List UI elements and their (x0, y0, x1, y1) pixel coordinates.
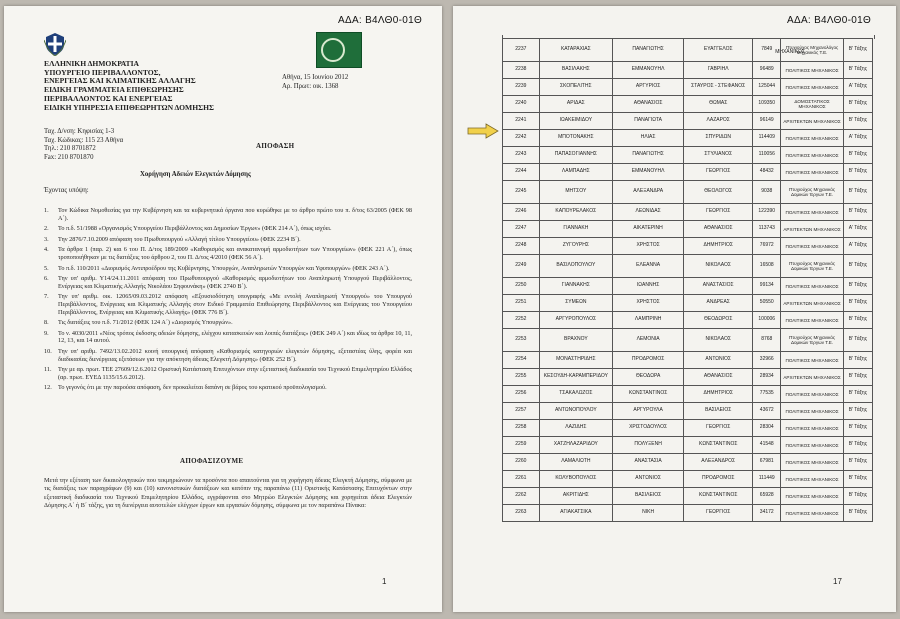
clause-text: Την υπ' αριθμ. οικ. 12065/09.03.2012 απόφαση «Εξουσιοδότηση υπογραφής «Με εντολή Αναπληρωτή Υπουργού» του Υπουργού Περιβάλλοντος, Ενέργειας και Κλιματικής Αλλαγής στον Ειδικό Γραμματέα Επιθεώρησης Περιβάλλοντος και Ενέργειας του Υπουργείου Περιβάλλοντος, Ενέργειας και Κλιματικής Αλλαγής» (ΦΕΚ 776 Β΄). (58, 293, 412, 316)
clause-number: 12. (44, 384, 52, 392)
considering-label: Έχοντας υπόψη: (44, 187, 89, 194)
row-number: 2244 (503, 164, 540, 181)
table-row (503, 130, 873, 147)
clause-number: 6. (44, 275, 49, 283)
row-number: 2260 (503, 454, 540, 471)
specialty-cell: ΠΟΛΙΤΙΚΟΣ ΜΗΧΑΝΙΚΟΣ (781, 147, 844, 164)
clause-number: 8. (44, 319, 49, 327)
table-row (503, 278, 873, 295)
class-cell: Β' Τάξης (843, 454, 872, 471)
father-name-cell: ΑΝΑΣΤΑΣΙΟΣ (684, 278, 753, 295)
surname-cell: ΓΙΑΝΝΑΚΗΣ (539, 278, 612, 295)
row-number: 2262 (503, 488, 540, 505)
class-cell: Α' Τάξης (843, 238, 872, 255)
first-name-cell: ΑΙΚΑΤΕΡΙΝΗ (613, 221, 684, 238)
table-row (503, 96, 873, 113)
registry-number-cell: 100006 (753, 312, 781, 329)
father-name-cell: ΣΤΥΛΙΑΝΟΣ (684, 147, 753, 164)
ministry-header (44, 60, 214, 112)
logo-circle-icon (321, 38, 345, 62)
registry-number-cell: 114409 (753, 130, 781, 147)
father-name-cell: ΕΥΑΓΓΕΛΟΣ (684, 39, 753, 62)
surname-cell: ΛΑΜΠΑΔΗΣ (539, 164, 612, 181)
first-name-cell: ΠΡΟΔΡΟΜΟΣ (613, 352, 684, 369)
clause-number: 9. (44, 329, 49, 337)
clause-item (44, 236, 412, 244)
father-name-cell: ΔΗΜΗΤΡΙΟΣ (684, 386, 753, 403)
clause-text: Τον Κώδικα Νομοθεσίας για την Κυβέρνηση και τα κυβερνητικά όργανα που κυρώθηκε με το άρθρο πρώτο του π. δ/τος 63/2005 (ΦΕΚ 98 Α΄). (58, 207, 412, 222)
father-name-cell: ΓΕΩΡΓΙΟΣ (684, 164, 753, 181)
registry-number-cell: 28934 (753, 369, 781, 386)
table-row (503, 454, 873, 471)
row-number: 2246 (503, 204, 540, 221)
registry-number-cell: 96489 (753, 62, 781, 79)
father-name-cell: ΑΘΑΝΑΣΙΟΣ (684, 221, 753, 238)
specialty-cell: Πτυχιούχος Μηχανικός Δομικών Έργων Τ.Ε. (781, 181, 844, 204)
class-cell: Β' Τάξης (843, 488, 872, 505)
father-name-cell: ΑΛΕΞΑΝΔΡΟΣ (684, 454, 753, 471)
registry-number-cell: 32966 (753, 352, 781, 369)
registry-number-cell: 50550 (753, 295, 781, 312)
specialty-cell: ΠΟΛΙΤΙΚΟΣ ΜΗΧΑΝΙΚΟΣ (781, 352, 844, 369)
specialty-cell: ΠΟΛΙΤΙΚΟΣ ΜΗΧΑΝΙΚΟΣ (781, 386, 844, 403)
table-row (503, 403, 873, 420)
row-number: 2241 (503, 113, 540, 130)
specialty-cell: ΠΟΛΙΤΙΚΟΣ ΜΗΧΑΝΙΚΟΣ (781, 403, 844, 420)
clause-text: Το ν. 4030/2011 «Νέος τρόπος έκδοσης αδειών δόμησης, ελέγχου κατασκευών και λοιπές διατάξεις» (ΦΕΚ 249 Α΄) και ιδίως τα άρθρα 10, 11, 12, 13, και 14 αυτού. (58, 329, 413, 345)
registry-number-cell: 113743 (753, 221, 781, 238)
registry-number-cell: 122390 (753, 204, 781, 221)
father-name-cell: ΔΗΜΗΤΡΙΟΣ (684, 238, 753, 255)
address-line: Ταχ. Κώδικας: 115 23 Αθήνα (44, 136, 124, 144)
clause-number: 10. (44, 347, 52, 355)
surname-cell: ΜΠΟΤΟΝΑΚΗΣ (539, 130, 612, 147)
first-name-cell: ΕΛΕΑΝΝΑ (613, 255, 684, 278)
surname-cell: ΓΙΑΝΝΑΚΗ (539, 221, 612, 238)
class-cell: Β' Τάξης (843, 255, 872, 278)
registry-number-cell: 77535 (753, 386, 781, 403)
father-name-cell: ΝΙΚΟΛΑΟΣ (684, 255, 753, 278)
father-name-cell: ΓΕΩΡΓΙΟΣ (684, 420, 753, 437)
row-number: 2255 (503, 369, 540, 386)
table-row (503, 255, 873, 278)
surname-cell: ΑΡΙΔΑΣ (539, 96, 612, 113)
address-block (44, 128, 123, 162)
registry-number-cell: 99134 (753, 278, 781, 295)
row-number: 2237 (503, 39, 540, 62)
table-row (503, 62, 873, 79)
greek-emblem-icon (44, 32, 66, 56)
table-row (503, 505, 873, 522)
first-name-cell: ΛΕΩΝΙΔΑΣ (613, 204, 684, 221)
class-cell: Β' Τάξης (843, 437, 872, 454)
table-row (503, 437, 873, 454)
specialty-cell: Πτυχιούχος Μηχανικός Δομικών Έργων Τ.Ε. (781, 255, 844, 278)
row-number: 2256 (503, 386, 540, 403)
first-name-cell: ΙΩΑΝΝΗΣ (613, 278, 684, 295)
surname-cell: ΑΡΓΥΡΟΠΟΥΛΟΣ (539, 312, 612, 329)
surname-cell: ΚΟΛΥΒΟΠΟΥΛΟΣ (539, 471, 612, 488)
specialty-cell: ΠΟΛΙΤΙΚΟΣ ΜΗΧΑΝΙΚΟΣ (781, 204, 844, 221)
first-name-cell: ΑΘΑΝΑΣΙΟΣ (613, 96, 684, 113)
specialty-cell: ΠΟΛΙΤΙΚΟΣ ΜΗΧΑΝΙΚΟΣ (781, 471, 844, 488)
class-cell: Β' Τάξης (843, 181, 872, 204)
clause-number: 11. (44, 366, 52, 374)
protocol-number: Αρ. Πρωτ: οικ. 1368 (282, 82, 339, 90)
class-cell: Β' Τάξης (843, 386, 872, 403)
specialty-cell: ΠΟΛΙΤΙΚΟΣ ΜΗΧΑΝΙΚΟΣ (781, 62, 844, 79)
clause-number: 7. (44, 293, 49, 301)
page-number: 17 (833, 577, 842, 586)
legal-clauses-list (44, 207, 412, 395)
father-name-cell: ΑΘΑΝΑΣΙΟΣ (684, 369, 753, 386)
class-cell: Β' Τάξης (843, 96, 872, 113)
first-name-cell: ΛΕΜΟΝΙΑ (613, 329, 684, 352)
page-number: 1 (382, 577, 387, 586)
clause-text: Την 2876/7.10.2009 απόφαση του Πρωθυπουργού «Αλλαγή τίτλου Υπουργείου» (ΦΕΚ 2234 Β΄). (58, 235, 301, 243)
class-cell: Β' Τάξης (843, 312, 872, 329)
row-number: 2257 (503, 403, 540, 420)
surname-cell: ΑΝΤΩΝΟΠΟΥΛΟΥ (539, 403, 612, 420)
clause-item (44, 348, 412, 363)
surname-cell: ΧΑΤΖΗΛΑΖΑΡΙΔΟΥ (539, 437, 612, 454)
table-row (503, 386, 873, 403)
first-name-cell: ΠΟΛΥΞΕΝΗ (613, 437, 684, 454)
father-name-cell: ΓΕΩΡΓΙΟΣ (684, 505, 753, 522)
surname-cell: ΑΓΙΑΚΑΤΣΙΚΑ (539, 505, 612, 522)
class-cell: Β' Τάξης (843, 403, 872, 420)
pointer-arrow-icon (467, 123, 499, 139)
surname-cell: ΚΑΠΟΥΡΕΛΑΚΟΣ (539, 204, 612, 221)
specialty-cell: ΠΟΛΙΤΙΚΟΣ ΜΗΧΑΝΙΚΟΣ (781, 278, 844, 295)
clause-text: Τα άρθρα 1 (παρ. 2) και 6 του Π. Δ/τος 189/2009 «Καθορισμός και ανακατανομή αρμοδιοτήτων των Υπουργείων» (ΦΕΚ 221 Α΄), όπως τροποποιήθηκαν με τις διατάξεις του άρθρου 2, του Π. Δ/τος 4/2010 (ΦΕΚ 56 Α΄). (58, 246, 412, 261)
first-name-cell: ΑΛΕΞΑΝΔΡΑ (613, 181, 684, 204)
specialty-cell: ΠΟΛΙΤΙΚΟΣ ΜΗΧΑΝΙΚΟΣ (781, 505, 844, 522)
specialty-cell: ΑΡΧΙΤΕΚΤΩΝ ΜΗΧΑΝΙΚΟΣ (781, 221, 844, 238)
first-name-cell: ΠΑΝΑΓΙΩΤΗΣ (613, 39, 684, 62)
surname-cell: ΖΥΓΟΥΡΗΣ (539, 238, 612, 255)
class-cell: Β' Τάξης (843, 147, 872, 164)
class-cell: Α' Τάξης (843, 221, 872, 238)
father-name-cell: ΒΑΣΙΛΕΙΟΣ (684, 403, 753, 420)
clause-number: 3. (44, 235, 49, 243)
surname-cell: ΚΕΣΟΥΔΗ-ΚΑΡΑΜΠΕΡΙΔΟΥ (539, 369, 612, 386)
specialty-cell: Πτυχιούχος Μηχανολόγος Μηχανικός Τ.Ε. (781, 39, 844, 62)
specialty-cell: ΠΟΛΙΤΙΚΟΣ ΜΗΧΑΝΙΚΟΣ (781, 420, 844, 437)
ministry-line: ΕΙΔΙΚΗ ΓΡΑΜΜΑΤΕΙΑ ΕΠΙΘΕΩΡΗΣΗΣ (44, 85, 184, 95)
table-row (503, 329, 873, 352)
row-number: 2240 (503, 96, 540, 113)
row-number: 2238 (503, 62, 540, 79)
address-line: Ταχ. Δ/νση: Κηφισίας 1-3 (44, 128, 115, 135)
ministry-line: ΕΛΛΗΝΙΚΗ ΔΗΜΟΚΡΑΤΙΑ (44, 59, 140, 68)
specialty-cell: ΠΟΛΙΤΙΚΟΣ ΜΗΧΑΝΙΚΟΣ (781, 454, 844, 471)
father-name-cell: ΘΕΟΛΟΓΟΣ (684, 181, 753, 204)
clause-number: 2. (44, 225, 49, 233)
address-line: Τηλ.: 210 8701872 (44, 145, 96, 153)
clause-item (44, 330, 412, 345)
registry-number-cell: 41548 (753, 437, 781, 454)
specialty-cell: ΠΟΛΙΤΙΚΟΣ ΜΗΧΑΝΙΚΟΣ (781, 164, 844, 181)
father-name-cell: ΛΑΖΑΡΟΣ (684, 113, 753, 130)
ministry-line: ΕΝΕΡΓΕΙΑΣ ΚΑΙ ΚΛΙΜΑΤΙΚΗΣ ΑΛΛΑΓΗΣ (44, 76, 196, 86)
class-cell: Β' Τάξης (843, 471, 872, 488)
clause-item (44, 246, 412, 261)
table-row (503, 147, 873, 164)
table-row (503, 113, 873, 130)
table-row (503, 312, 873, 329)
registry-number-cell: 125044 (753, 79, 781, 96)
registry-number-cell: 8768 (753, 329, 781, 352)
first-name-cell: ΑΡΓΥΡΙΟΣ (613, 79, 684, 96)
row-number: 2243 (503, 147, 540, 164)
first-name-cell: ΘΕΟΔΩΡΑ (613, 369, 684, 386)
ada-code: ΑΔΑ: Β4ΛΘ0-01Θ (338, 15, 423, 26)
row-number: 2242 (503, 130, 540, 147)
class-cell: Β' Τάξης (843, 329, 872, 352)
class-cell: Α' Τάξης (843, 130, 872, 147)
first-name-cell: ΑΝΑΣΤΑΣΙΑ (613, 454, 684, 471)
date-protocol (282, 74, 348, 91)
clause-item (44, 293, 412, 316)
class-cell: Β' Τάξης (843, 352, 872, 369)
clause-number: 4. (44, 246, 49, 254)
table-row (503, 181, 873, 204)
class-cell: Β' Τάξης (843, 204, 872, 221)
table-row (503, 352, 873, 369)
surname-cell: ΤΣΑΚΑΛΩΖΟΣ (539, 386, 612, 403)
registry-number-cell: 48432 (753, 164, 781, 181)
ministry-line: ΠΕΡΙΒΑΛΛΟΝΤΟΣ ΚΑΙ ΕΝΕΡΓΕΙΑΣ (44, 93, 173, 103)
row-number: 2250 (503, 278, 540, 295)
first-name-cell: ΛΑΜΠΡΙΝΗ (613, 312, 684, 329)
clause-number: 1. (44, 207, 49, 214)
clause-item (44, 275, 412, 290)
first-name-cell: ΝΙΚΗ (613, 505, 684, 522)
specialty-cell: ΠΟΛΙΤΙΚΟΣ ΜΗΧΑΝΙΚΟΣ (781, 238, 844, 255)
father-name-cell: ΣΠΥΡΙΔΩΝ (684, 130, 753, 147)
row-number: 2254 (503, 352, 540, 369)
registry-number-cell: 65928 (753, 488, 781, 505)
registry-number-cell: 109350 (753, 96, 781, 113)
clause-text: Την με αρ. πρωτ. ΤΕΕ 27609/12.6.2012 Οριστική Κατάσταση Επιτυχόντων στην εξεταστική διαδικασία του Τεχνικού Επιμελητηρίου Ελλάδος (αρ. πρωτ. ΕΥΕΔ 1135/15.6.2012). (58, 366, 412, 381)
surname-cell: ΣΚΟΠΕΛΙΤΗΣ (539, 79, 612, 96)
table-row (503, 221, 873, 238)
row-number: 2247 (503, 221, 540, 238)
table-row (503, 39, 873, 62)
surname-cell: ΒΡΑΧΝΟΥ (539, 329, 612, 352)
clause-item (44, 319, 412, 327)
father-name-cell: ΑΝΤΩΝΙΟΣ (684, 352, 753, 369)
father-name-cell: ΠΡΟΔΡΟΜΟΣ (684, 471, 753, 488)
ministry-line: ΕΙΔΙΚΗ ΥΠΗΡΕΣΙΑ ΕΠΙΘΕΩΡΗΤΩΝ ΔΟΜΗΣΗΣ (44, 102, 214, 112)
we-decide-heading: ΑΠΟΦΑΣΙΖΟΥΜΕ (180, 457, 244, 465)
registry-number-cell: 9038 (753, 181, 781, 204)
clause-text: Το π.δ. 51/1988 «Οργανισμός Υπουργείου Περιβάλλοντος και Δημοσίων Έργων» (ΦΕΚ 214 Α΄), όπως ισχύει. (58, 225, 332, 233)
table-row (503, 420, 873, 437)
first-name-cell: ΧΡΗΣΤΟΣ (613, 238, 684, 255)
inspection-service-logo (316, 32, 362, 68)
father-name-cell: ΓΑΒΡΙΗΛ (684, 62, 753, 79)
surname-cell: ΜΗΤΣΟΥ (539, 181, 612, 204)
continuation-specialty: ΜΗΧΑΝΙΚΟΣ (775, 49, 805, 55)
specialty-cell: Πτυχιούχος Μηχανικός Δομικών Έργων Τ.Ε. (781, 329, 844, 352)
document-page-right (453, 6, 896, 612)
registry-number-cell: 16508 (753, 255, 781, 278)
father-name-cell: ΘΕΟΔΩΡΟΣ (684, 312, 753, 329)
ministry-line: ΥΠΟΥΡΓΕΙΟ ΠΕΡΙΒΑΛΛΟΝΤΟΣ, (44, 67, 161, 77)
row-number: 2239 (503, 79, 540, 96)
first-name-cell: ΠΑΝΑΓΙΩΤΑ (613, 113, 684, 130)
clause-item (44, 225, 412, 233)
registry-number-cell: 34172 (753, 505, 781, 522)
father-name-cell: ΝΙΚΟΛΑΟΣ (684, 329, 753, 352)
surname-cell: ΠΑΠΑΣΟΓΙΑΝΝΗΣ (539, 147, 612, 164)
clause-text: Τις διατάξεις του π.δ. 71/2012 (ΦΕΚ 124 Α΄) «Διορισμός Υπουργών». (58, 319, 233, 327)
table-row (503, 488, 873, 505)
table-row (503, 204, 873, 221)
row-number: 2261 (503, 471, 540, 488)
first-name-cell: ΕΜΜΑΝΟΥΗΛ (613, 164, 684, 181)
specialty-cell: ΠΟΛΙΤΙΚΟΣ ΜΗΧΑΝΙΚΟΣ (781, 79, 844, 96)
registry-number-cell: 96149 (753, 113, 781, 130)
row-number: 2251 (503, 295, 540, 312)
surname-cell: ΒΑΣΙΛΟΠΟΥΛΟΥ (539, 255, 612, 278)
table-row (503, 295, 873, 312)
row-number: 2245 (503, 181, 540, 204)
registry-number-cell: 110056 (753, 147, 781, 164)
ada-code: ΑΔΑ: Β4ΛΘ0-01Θ (787, 15, 872, 26)
class-cell: Β' Τάξης (843, 62, 872, 79)
class-cell: Β' Τάξης (843, 39, 872, 62)
first-name-cell: ΚΩΝΣΤΑΝΤΙΝΟΣ (613, 386, 684, 403)
class-cell: Β' Τάξης (843, 295, 872, 312)
class-cell: Β' Τάξης (843, 505, 872, 522)
first-name-cell: ΑΡΓΥΡΟΥΛΑ (613, 403, 684, 420)
first-name-cell: ΠΑΝΑΓΙΩΤΗΣ (613, 147, 684, 164)
father-name-cell: ΓΕΩΡΓΙΟΣ (684, 204, 753, 221)
father-name-cell: ΚΩΝΣΤΑΝΤΙΝΟΣ (684, 488, 753, 505)
specialty-cell: ΑΡΧΙΤΕΚΤΩΝ ΜΗΧΑΝΙΚΟΣ (781, 113, 844, 130)
specialty-cell: ΠΟΛΙΤΙΚΟΣ ΜΗΧΑΝΙΚΟΣ (781, 488, 844, 505)
row-number: 2258 (503, 420, 540, 437)
specialty-cell: ΔΟΜΟΣΤΑΤΙΚΟΣ ΜΗΧΑΝΙΚΟΣ (781, 96, 844, 113)
class-cell: Β' Τάξης (843, 369, 872, 386)
surname-cell: ΜΟΝΑΣΤΗΡΙΔΗΣ (539, 352, 612, 369)
decision-title: ΑΠΟΦΑΣΗ (256, 142, 295, 150)
class-cell: Β' Τάξης (843, 278, 872, 295)
first-name-cell: ΒΑΣΙΛΕΙΟΣ (613, 488, 684, 505)
registry-number-cell: 76972 (753, 238, 781, 255)
specialty-cell: ΠΟΛΙΤΙΚΟΣ ΜΗΧΑΝΙΚΟΣ (781, 437, 844, 454)
surname-cell: ΑΚΡΙΤΙΔΗΣ (539, 488, 612, 505)
row-number: 2253 (503, 329, 540, 352)
table-row (503, 471, 873, 488)
first-name-cell: ΕΜΜΑΝΟΥΗΛ (613, 62, 684, 79)
row-number: 2263 (503, 505, 540, 522)
father-name-cell: ΘΩΜΑΣ (684, 96, 753, 113)
father-name-cell: ΑΝΔΡΕΑΣ (684, 295, 753, 312)
first-name-cell: ΑΝΤΩΝΙΟΣ (613, 471, 684, 488)
surname-cell: ΛΑΜΑΛΙΩΤΗ (539, 454, 612, 471)
table-row (503, 164, 873, 181)
specialty-cell: ΑΡΧΙΤΕΚΤΩΝ ΜΗΧΑΝΙΚΟΣ (781, 295, 844, 312)
class-cell: Α' Τάξης (843, 79, 872, 96)
row-number: 2249 (503, 255, 540, 278)
row-number: 2248 (503, 238, 540, 255)
clause-item (44, 366, 412, 381)
first-name-cell: ΧΡΙΣΤΟΔΟΥΛΟΣ (613, 420, 684, 437)
document-page-left (4, 6, 442, 612)
first-name-cell: ΗΛΙΑΣ (613, 130, 684, 147)
clause-text: Την υπ' αριθμ. Υ14/24.11.2011 απόφαση του Πρωθυπουργού «Καθορισμός αρμοδιοτήτων του Αναπληρωτή Υπουργού Περιβάλλοντος, Ενέργειας και Κλιματικής Αλλαγής Νικολάου Σηφουνάκη» (ΦΕΚ 2740 Β΄). (58, 275, 412, 290)
document-date: Αθήνα, 15 Ιουνίου 2012 (282, 74, 349, 81)
table-row (503, 238, 873, 255)
surname-cell: ΙΩΑΚΕΙΜΙΔΟΥ (539, 113, 612, 130)
first-name-cell: ΧΡΗΣΤΟΣ (613, 295, 684, 312)
registry-number-cell: 43672 (753, 403, 781, 420)
decision-subject: Χορήγηση Αδειών Ελεγκτών Δόμησης (140, 171, 251, 178)
clause-text: Το γεγονός ότι με την παρούσα απόφαση, δεν προκαλείται δαπάνη σε βάρος του κρατικού προϋπολογισμού. (58, 384, 327, 392)
registry-number-cell: 7849 (753, 39, 781, 62)
clause-text: Το π.δ. 110/2011 «Διορισμός Αντιπροέδρου της Κυβέρνησης, Υπουργών, Αναπληρωτών Υπουργών και Υφυπουργών» (ΦΕΚ 243 Α΄). (58, 264, 390, 272)
registry-number-cell: 111449 (753, 471, 781, 488)
clause-text: Την υπ' αριθμ. 7492/13.02.2012 κοινή υπουργική απόφαση «Καθορισμός κατηγοριών ελεγκτών δόμησης, εξεταστέας ύλης, φορέα και διαδικασίας διενέργειας εξετάσεων για την απόκτηση άδειας Ελεγκτή Δόμησης» (ΦΕΚ 252 Β΄). (58, 347, 412, 363)
table-row (503, 79, 873, 96)
father-name-cell: ΚΩΝΣΤΑΝΤΙΝΟΣ (684, 437, 753, 454)
class-cell: Β' Τάξης (843, 420, 872, 437)
row-number: 2252 (503, 312, 540, 329)
specialty-cell: ΠΟΛΙΤΙΚΟΣ ΜΗΧΑΝΙΚΟΣ (781, 312, 844, 329)
licensees-table (502, 38, 873, 522)
registry-number-cell: 67981 (753, 454, 781, 471)
surname-cell: ΚΑΤΑΡΑΧΙΑΣ (539, 39, 612, 62)
specialty-cell: ΠΟΛΙΤΙΚΟΣ ΜΗΧΑΝΙΚΟΣ (781, 130, 844, 147)
address-line: Fax: 210 8701870 (44, 153, 94, 161)
table-row (503, 369, 873, 386)
class-cell: Β' Τάξης (843, 164, 872, 181)
registry-number-cell: 28304 (753, 420, 781, 437)
clause-item (44, 207, 412, 222)
decision-paragraph: Μετά την εξέταση των δικαιολογητικών που τεκμηριώνουν τα προσόντα που απαιτούνται για τη χορήγηση άδειας Ελεγκτή Δόμησης, σύμφωνα με τις διατάξεις των παραγράφων (9) και (10) κανονιστικών διατάξεων και κατόπιν της παραπάνω (11) Οριστικής Κατάστασης Επιτυχόντων στην εξεταστική διαδικασία του Τεχνικού Επιμελητηρίου Ελλάδος, εγγράφονται στο Μητρώο Ελεγκτών Δόμησης και χορηγείται άδεια Ελεγκτών Δόμησης Α΄ ή Β΄ τάξης, για τη διενέργεια αυτοτελών ελέγχων έργων και εργασιών δόμησης, σύμφωνα με τον παραπάνω Πίνακα: (44, 477, 412, 509)
row-number: 2259 (503, 437, 540, 454)
surname-cell: ΛΑΖΙΔΗΣ (539, 420, 612, 437)
surname-cell: ΣΥΜΕΩΝ (539, 295, 612, 312)
clause-number: 5. (44, 264, 49, 272)
clause-item (44, 384, 412, 392)
specialty-cell: ΑΡΧΙΤΕΚΤΩΝ ΜΗΧΑΝΙΚΟΣ (781, 369, 844, 386)
class-cell: Β' Τάξης (843, 113, 872, 130)
father-name-cell: ΣΤΑΥΡΟΣ - ΣΤΕΦΑΝΟΣ (684, 79, 753, 96)
surname-cell: ΒΑΣΙΛΑΚΗΣ (539, 62, 612, 79)
clause-item (44, 265, 412, 273)
